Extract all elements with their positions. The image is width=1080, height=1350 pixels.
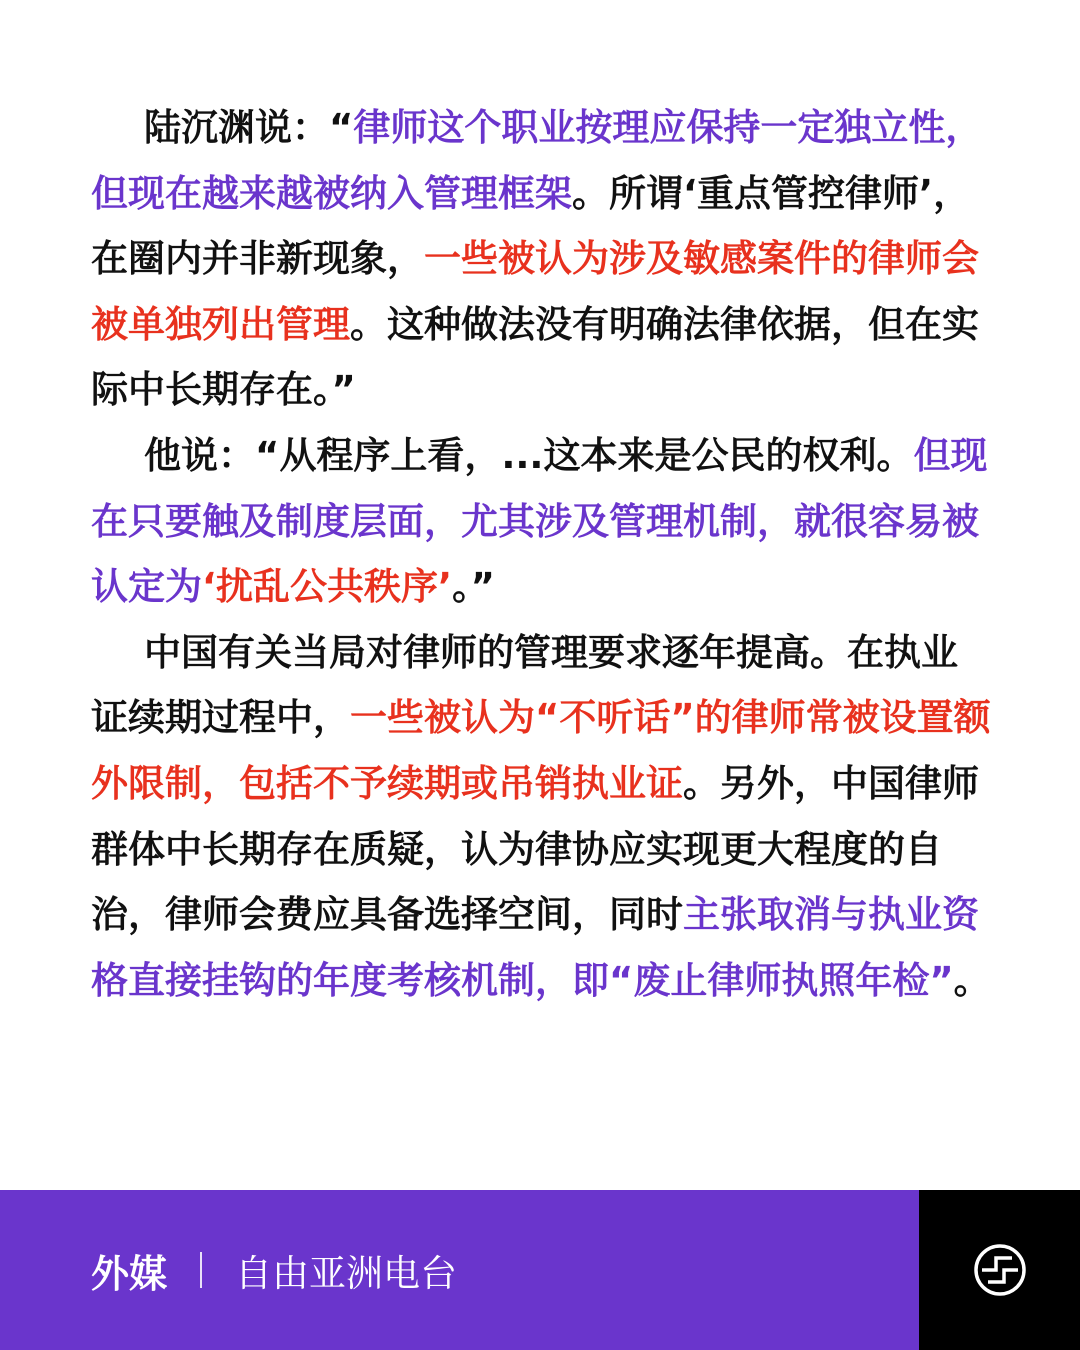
paragraph-1 xyxy=(91,95,991,423)
highlight-purple: 律师这个职业按理应保持一定独立性，但现在越来越被纳入管理框架 xyxy=(91,106,983,215)
source-name: 自由亚洲电台 xyxy=(235,1252,458,1295)
text-segment: 他说：“从程序上看，...这本来是公民的权利。 xyxy=(144,433,914,477)
text-segment: 。这种做法没有明确法律依据，但在实际中长期存在。” xyxy=(91,302,979,412)
highlight-purple: 主张取消与执业资格直接挂钩的年度考核机制，即“废止律师执照年检” xyxy=(91,893,979,1002)
paragraph-3 xyxy=(91,620,991,1014)
circle-logo-icon xyxy=(972,1242,1028,1298)
logo-panel xyxy=(919,1190,1080,1350)
text-segment: 。所谓‘重点管控律师’，在圈内并非新现象， xyxy=(91,171,971,281)
text-segment: 。 xyxy=(953,958,991,1002)
text-segment: 。” xyxy=(452,565,495,609)
article-body xyxy=(91,95,991,1013)
category-tag: 外媒 xyxy=(91,1251,168,1296)
text-segment: 。另外，中国律师群体中长期存在质疑，认为律协应实现更大程度的自治，律师会费应具备选择空间，同时 xyxy=(91,761,979,937)
paragraph-2 xyxy=(91,423,991,620)
footer-bar xyxy=(0,1190,1080,1350)
text-segment: 陆沉渊说：“ xyxy=(144,106,354,149)
highlight-purple: 但现在只要触及制度层面，尤其涉及管理机制，就很容易被认定为 xyxy=(91,433,988,609)
highlight-red: 一些被认为涉及敏感案件的律师会被单独列出管理 xyxy=(91,237,979,346)
divider xyxy=(200,1252,202,1288)
text-segment: 中国有关当局对律师的管理要求逐年提高。在执业证续期过程中， xyxy=(91,630,958,740)
highlight-red: ‘扰乱公共秩序’ xyxy=(202,565,453,609)
highlight-red: 一些被认为“不听话”的律师常被设置额外限制，包括不予续期或吊销执业证 xyxy=(91,696,991,805)
footer-source-panel xyxy=(0,1190,919,1350)
